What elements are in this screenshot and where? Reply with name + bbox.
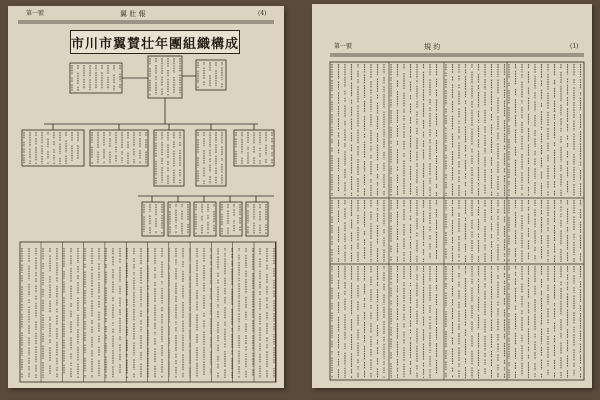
org-chart-diagram: [8, 6, 284, 388]
left-page-number-label: 第一號: [26, 10, 45, 17]
regulations-columns: [312, 4, 592, 388]
left-newspaper-name: 翼 壯 報: [120, 10, 146, 18]
org-box-department: [22, 130, 84, 166]
org-box-department: [90, 130, 148, 166]
left-page-index: (4): [258, 10, 267, 17]
right-page-index: (1): [570, 43, 579, 50]
org-box-section: [246, 202, 268, 236]
right-page-number-label: 第一號: [334, 43, 353, 50]
org-box-section: [194, 202, 216, 236]
right-column-frame: [330, 62, 584, 380]
org-box-section: [142, 202, 164, 236]
right-newspaper-name: 規 約: [424, 43, 441, 51]
left-newspaper-page: [8, 6, 284, 388]
org-box-section: [168, 202, 190, 236]
org-box-section: [220, 202, 242, 236]
right-newspaper-page: [312, 4, 592, 388]
org-box-leader: [148, 56, 182, 98]
org-chart-title: 市川市翼賛壮年團組織構成: [71, 36, 240, 52]
